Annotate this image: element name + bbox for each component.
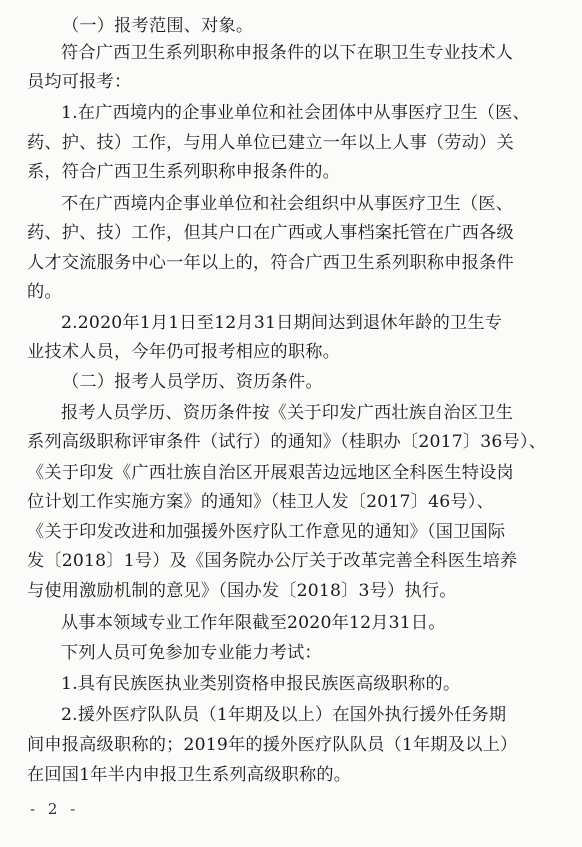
paragraph-line: 人才交流服务中心一年以上的，符合广西卫生系列职称申报条件: [27, 253, 514, 273]
paragraph-line: 位计划工作实施方案》的通知》（桂卫人发〔2017〕46号）、: [27, 492, 494, 512]
paragraph-line: 员均可报考：: [27, 72, 132, 92]
paragraph-line: 系，符合广西卫生系列职称申报条件的。: [27, 162, 340, 182]
paragraph-line: 的。: [27, 282, 62, 302]
paragraph-line: 符合广西卫生系列职称申报条件的以下在职卫生专业技术人: [61, 43, 514, 63]
paragraph-line: 不在广西境内企事业单位和社会组织中从事医疗卫生（医、: [61, 194, 514, 214]
paragraph-line: 从事本领域专业工作年限截至2020年12月31日。: [61, 613, 446, 633]
paragraph-line: 系列高级职称评审条件（试行）的通知》（桂职办〔2017〕36号）、: [27, 432, 547, 452]
section-heading-qualifications: （二）报考人员学历、资历条件。: [62, 372, 323, 392]
paragraph-line: 间申报高级职称的；2019年的援外医疗队队员（1年期及以上）: [27, 735, 518, 755]
section-heading-scope: （一）报考范围、对象。: [62, 16, 254, 36]
paragraph-line: 《关于印发改进和加强援外医疗队工作意见的通知》（国卫国际: [27, 522, 506, 542]
paragraph-line: 发〔2018〕1号）及《国务院办公厅关于改革完善全科医生培养: [27, 551, 518, 571]
paragraph-line: 2.2020年1月1日至12月31日期间达到退休年龄的卫生专: [61, 313, 503, 333]
paragraph-line: 1.在广西境内的企事业单位和社会团体中从事医疗卫生（医、: [61, 103, 530, 123]
paragraph-line: 报考人员学历、资历条件按《关于印发广西壮族自治区卫生: [61, 403, 514, 423]
paragraph-line: 下列人员可免参加专业能力考试：: [61, 643, 322, 663]
paragraph-line: 业技术人员，今年仍可报考相应的职称。: [27, 342, 340, 362]
paragraph-line: 与使用激励机制的意见》（国办发〔2018〕3号）执行。: [27, 581, 457, 601]
paragraph-line: 《关于印发《广西壮族自治区开展艰苦边远地区全科医生特设岗: [27, 463, 514, 483]
paragraph-line: 在回国1年半内申报卫生系列高级职称的。: [27, 765, 352, 785]
paragraph-line: 药、护、技）工作，与用人单位已建立一年以上人事（劳动）关: [27, 133, 514, 153]
paragraph-line: 药、护、技）工作，但其户口在广西或人事档案托管在广西各级: [27, 223, 514, 243]
paragraph-line: 1.具有民族医执业类别资格申报民族医高级职称的。: [61, 674, 461, 694]
paragraph-line: 2.援外医疗队队员（1年期及以上）在国外执行援外任务期: [61, 705, 507, 725]
page-number: - 2 -: [30, 800, 80, 818]
